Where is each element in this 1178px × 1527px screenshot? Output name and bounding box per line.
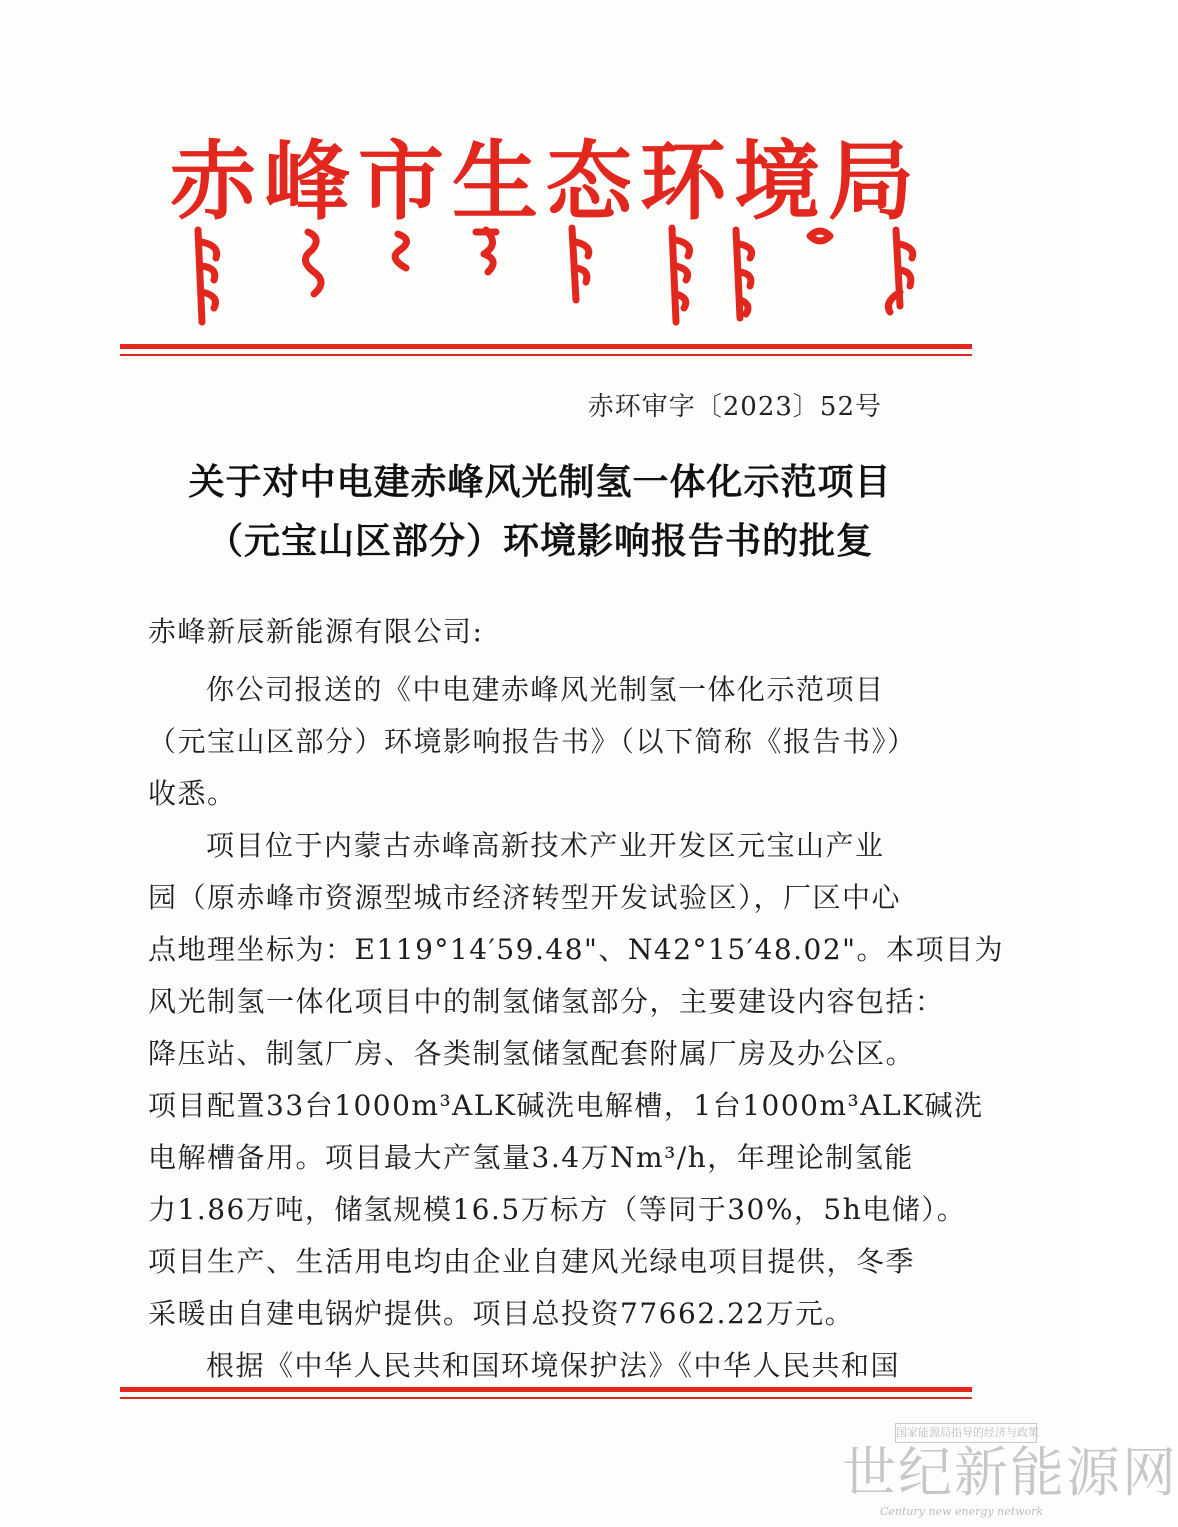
paragraph-2-line-3: 点地理坐标为：E119°14′59.48"、N42°15′48.02"。本项目为: [148, 933, 1005, 966]
watermark-tagline: 国家能源局指导的经济与政策: [895, 1423, 1037, 1443]
mongolian-script-logo: [180, 222, 940, 332]
paragraph-2-line-6: 项目配置33台1000m³ALK碱洗电解槽，1台1000m³ALK碱洗: [148, 1089, 984, 1122]
header-rule-thick: [120, 344, 972, 349]
paragraph-2-line-5: 降压站、制氢厂房、各类制氢储氢配套附属厂房及办公区。: [148, 1037, 916, 1070]
agency-name-heading: 赤峰市生态环境局: [170, 131, 922, 232]
document-title-line-2: （元宝山区部分）环境影响报告书的批复: [206, 521, 873, 562]
paragraph-1-line-1: 你公司报送的《中电建赤峰风光制氢一体化示范项目: [206, 673, 885, 706]
paragraph-2-line-2: 园（原赤峰市资源型城市经济转型开发试验区），厂区中心: [148, 881, 902, 914]
salutation: 赤峰新辰新能源有限公司:: [148, 615, 484, 648]
paragraph-2-line-10: 采暖由自建电锅炉提供。项目总投资77662.22万元。: [148, 1297, 855, 1330]
paragraph-2-line-1: 项目位于内蒙古赤峰高新技术产业开发区元宝山产业: [206, 829, 885, 862]
document-title-line-1: 关于对中电建赤峰风光制氢一体化示范项目: [188, 462, 892, 503]
paragraph-2-line-4: 风光制氢一体化项目中的制氢储氢部分，主要建设内容包括：: [148, 985, 945, 1018]
header-rule-thin: [120, 354, 972, 356]
footer-rule-thick: [120, 1387, 972, 1392]
paragraph-2-line-8: 力1.86万吨，储氢规模16.5万标方（等同于30%，5h电储）。: [148, 1193, 967, 1226]
watermark-english: Century new energy network: [880, 1505, 1044, 1518]
paragraph-1-line-2: （元宝山区部分）环境影响报告书》（以下简称《报告书》）: [148, 725, 917, 758]
watermark-brand: 世纪新能源网: [842, 1441, 1178, 1504]
paragraph-1-line-3: 收悉。: [148, 777, 237, 810]
footer-rule-thin: [120, 1397, 972, 1399]
paragraph-3-line-1: 根据《中华人民共和国环境保护法》《中华人民共和国: [206, 1349, 901, 1382]
paragraph-2-line-7: 电解槽备用。项目最大产氢量3.4万Nm³/h，年理论制氢能: [148, 1141, 914, 1174]
document-number: 赤环审字〔2023〕52号: [587, 392, 882, 422]
paragraph-2-line-9: 项目生产、生活用电均由企业自建风光绿电项目提供，冬季: [148, 1245, 916, 1278]
